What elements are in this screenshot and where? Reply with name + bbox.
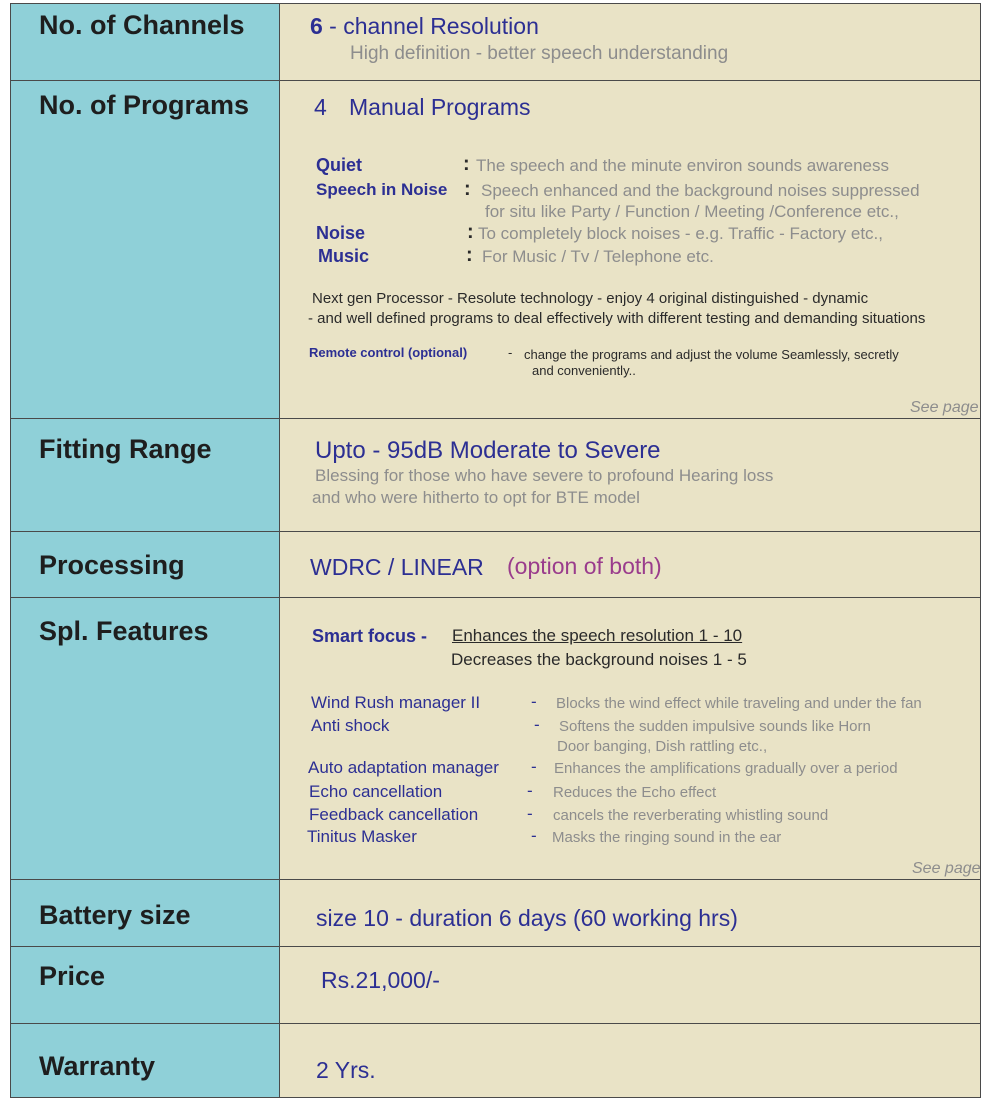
- feature-desc-tinitus: Masks the ringing sound in the ear: [552, 829, 782, 846]
- label-cell: [11, 4, 280, 80]
- programs-label: No. of Programs: [39, 90, 250, 120]
- program-desc-quiet: The speech and the minute environ sounds awareness: [476, 156, 889, 175]
- program-name-music: Music: [318, 246, 370, 266]
- row-channels: [11, 4, 980, 81]
- programs-number: 4: [314, 94, 327, 120]
- value-cell: [280, 532, 980, 597]
- remote-label: Remote control (optional): [309, 345, 468, 360]
- channels-number: 6: [310, 13, 323, 39]
- value-cell: [280, 4, 980, 80]
- program-colon: :: [467, 221, 474, 243]
- processing-main: WDRC / LINEAR: [310, 554, 484, 580]
- program-colon: :: [463, 153, 470, 175]
- feature-name-tinitus: Tinitus Masker: [307, 827, 417, 846]
- feature-name-wind-rush: Wind Rush manager II: [311, 693, 481, 712]
- channels-main: [310, 13, 539, 40]
- price-value: Rs.21,000/-: [321, 967, 440, 993]
- fitting-sub-2: and who were hitherto to opt for BTE model: [312, 488, 640, 507]
- label-cell: [11, 532, 280, 597]
- feature-dash: -: [534, 715, 540, 734]
- channels-label: No. of Channels: [39, 10, 245, 40]
- warranty-value: 2 Yrs.: [316, 1057, 376, 1083]
- channels-main-text: - channel Resolution: [322, 13, 539, 39]
- program-desc-music: For Music / Tv / Telephone etc.: [482, 247, 714, 266]
- row-processing: [11, 532, 980, 598]
- battery-label: Battery size: [39, 900, 191, 930]
- feature-desc-auto-adaptation: Enhances the amplifications gradually over a period: [554, 760, 898, 777]
- processing-label: Processing: [39, 550, 185, 580]
- program-colon: :: [466, 244, 473, 266]
- feature-name-echo: Echo cancellation: [309, 782, 443, 801]
- fitting-sub-1: Blessing for those who have severe to profound Hearing loss: [315, 466, 774, 485]
- spec-table: [10, 3, 981, 1098]
- feature-name-feedback: Feedback cancellation: [309, 805, 479, 824]
- value-cell: [280, 947, 980, 1023]
- row-programs: [11, 81, 980, 419]
- label-cell: [11, 598, 280, 879]
- feature-dash: -: [531, 692, 537, 711]
- program-name-speech-in-noise: Speech in Noise: [316, 180, 448, 199]
- program-desc-speech-in-noise-2: for situ like Party / Function / Meeting /Conference etc.,: [485, 202, 899, 221]
- feature-desc-anti-shock: Softens the sudden impulsive sounds like Horn: [559, 718, 871, 735]
- fitting-main: Upto - 95dB Moderate to Severe: [315, 437, 661, 464]
- see-page-link[interactable]: See page: [912, 860, 981, 877]
- label-cell: [11, 81, 280, 418]
- feature-desc-feedback: cancels the reverberating whistling sound: [553, 807, 829, 824]
- value-cell: [280, 598, 980, 879]
- program-name-quiet: Quiet: [316, 155, 363, 175]
- row-battery-size: [11, 880, 980, 947]
- program-name-noise: Noise: [316, 223, 366, 243]
- feature-desc-wind-rush: Blocks the wind effect while traveling and under the fan: [556, 695, 922, 712]
- label-cell: [11, 1024, 280, 1097]
- program-desc-noise: To completely block noises - e.g. Traffic - Factory etc.,: [478, 224, 884, 243]
- processing-option: (option of both): [507, 553, 662, 579]
- remote-desc-1: change the programs and adjust the volume Seamlessly, secretly: [524, 347, 899, 362]
- label-cell: [11, 880, 280, 946]
- label-cell: [11, 947, 280, 1023]
- programs-main: Manual Programs: [349, 94, 531, 120]
- processor-line-1: Next gen Processor - Resolute technology - enjoy 4 original distinguished - dynamic: [312, 290, 869, 307]
- program-desc-speech-in-noise: Speech enhanced and the background noises suppressed: [481, 181, 920, 200]
- smart-focus-line-1: Enhances the speech resolution 1 - 10: [452, 626, 743, 645]
- feature-name-auto-adaptation: Auto adaptation manager: [308, 758, 499, 777]
- feature-desc-anti-shock-2: Door banging, Dish rattling etc.,: [557, 738, 768, 755]
- value-cell: [280, 81, 980, 418]
- smart-focus-label: Smart focus -: [312, 626, 428, 646]
- see-page-link[interactable]: See page: [910, 399, 979, 416]
- smart-focus-line-2: Decreases the background noises 1 - 5: [451, 650, 747, 669]
- feature-dash: -: [527, 781, 533, 800]
- program-colon: :: [464, 178, 471, 200]
- feature-dash: -: [531, 826, 537, 845]
- row-special-features: [11, 598, 980, 880]
- row-price: [11, 947, 980, 1024]
- fitting-label: Fitting Range: [39, 434, 212, 464]
- feature-dash: -: [531, 757, 537, 776]
- channels-sub: High definition - better speech understanding: [350, 43, 729, 64]
- value-cell: [280, 419, 980, 531]
- label-cell: [11, 419, 280, 531]
- value-cell: [280, 1024, 980, 1097]
- warranty-label: Warranty: [39, 1051, 156, 1081]
- features-label: Spl. Features: [39, 616, 209, 646]
- feature-name-anti-shock: Anti shock: [311, 716, 390, 735]
- remote-desc-2: and conveniently..: [532, 363, 636, 378]
- value-cell: [280, 880, 980, 946]
- feature-dash: -: [527, 804, 533, 823]
- row-fitting-range: [11, 419, 980, 532]
- feature-desc-echo: Reduces the Echo effect: [553, 784, 717, 801]
- processor-line-2: - and well defined programs to deal effectively with different testing and demanding situations: [308, 310, 926, 327]
- remote-dash: -: [508, 345, 513, 360]
- battery-value: size 10 - duration 6 days (60 working hrs): [316, 905, 738, 931]
- price-label: Price: [39, 961, 106, 991]
- row-warranty: [11, 1024, 980, 1097]
